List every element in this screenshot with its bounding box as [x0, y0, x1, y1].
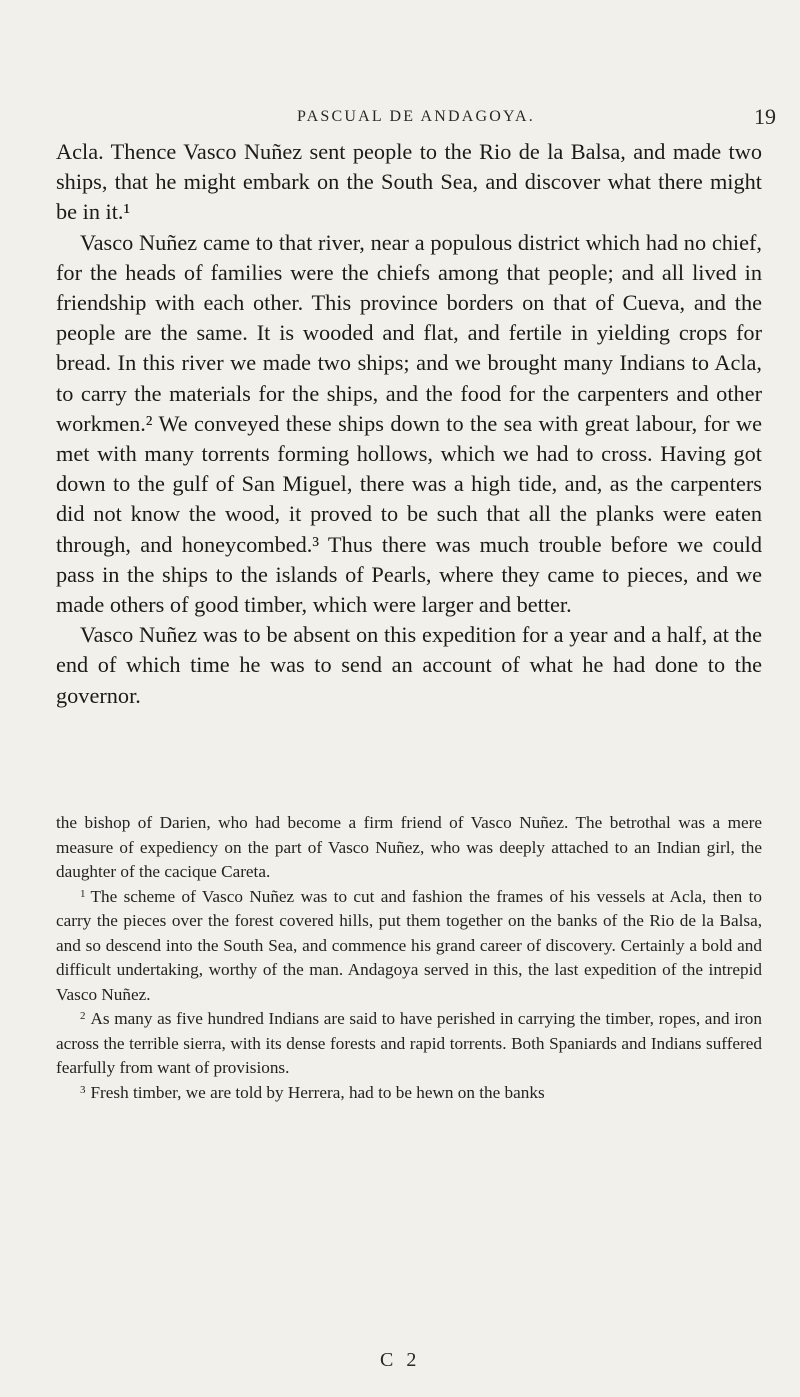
footnote-2 [56, 1007, 762, 1081]
footnote-text: The scheme of Vasco Nuñez was to cut and fashion the frames of his vessels at Acla, then to carry the pieces over the forest covered hills, put them together on the banks of the Rio de la Balsa, and so descend into the South Sea, and commence his grand career of discovery. Certainly a bold and difficult undertaking, worthy of the man. Andagoya served in this, the last expedition of the intrepid Vasco Nuñez. [56, 886, 762, 1004]
footnote-continuation: the bishop of Darien, who had become a firm friend of Vasco Nuñez. The betrothal was a mere measure of expediency on the part of Vasco Nuñez, who was deeply attached to an Indian girl, the daughter of the cacique Careta. [56, 813, 762, 881]
body-text [56, 137, 762, 711]
footnote-3 [56, 1081, 762, 1106]
footnote-text: Fresh timber, we are told by Herrera, had to be hewn on the banks [90, 1082, 545, 1102]
page-number: 19 [754, 104, 776, 129]
running-head [56, 104, 776, 130]
footnote-1 [56, 885, 762, 1008]
footnote-mark: 2 [80, 1010, 86, 1022]
signature-mark: C 2 [380, 1349, 421, 1371]
footnotes [56, 811, 762, 1105]
running-title: PASCUAL DE ANDAGOYA. [297, 108, 535, 125]
footnote-text: As many as five hundred Indians are said to have perished in carrying the timber, ropes, and iron across the terrible sierra, with its dense forests and rapid torrents. Both Spaniards and Indians suffered fearfully from want of provisions. [56, 1009, 762, 1077]
footnote-mark: 3 [80, 1083, 86, 1096]
paragraph-1: Acla. Thence Vasco Nuñez sent people to the Rio de la Balsa, and made two ships, that he might embark on the South Sea, and discover what there might be in it.¹ [56, 139, 762, 225]
paragraph-2: Vasco Nuñez came to that river, near a populous district which had no chief, for the heads of families were the chiefs among that people; and all lived in friendship with each other. This province borders on that of Cueva, and the people are the same. It is wooded and flat, and fertile in yielding crops for bread. In this river we made two ships; and we brought many Indians to Acla, to carry the materials for the ships, and the food for the carpenters and other workmen.² We conveyed these ships down to the sea with great labour, for we met with many torrents forming hollows, which we had to cross. Having got down to the gulf of San Miguel, there was a high tide, and, as the carpenters did not know the wood, it proved to be such that all the planks were eaten through, and honeycombed.³ Thus there was much trouble before we could pass in the ships to the islands of Pearls, where they came to pieces, and we made others of good timber, which were larger and better. [56, 229, 762, 618]
paragraph-3: Vasco Nuñez was to be absent on this expedition for a year and a half, at the end of which time he was to send an account of what he had done to the governor. [56, 622, 762, 708]
footnote-mark: 1 [80, 887, 86, 900]
